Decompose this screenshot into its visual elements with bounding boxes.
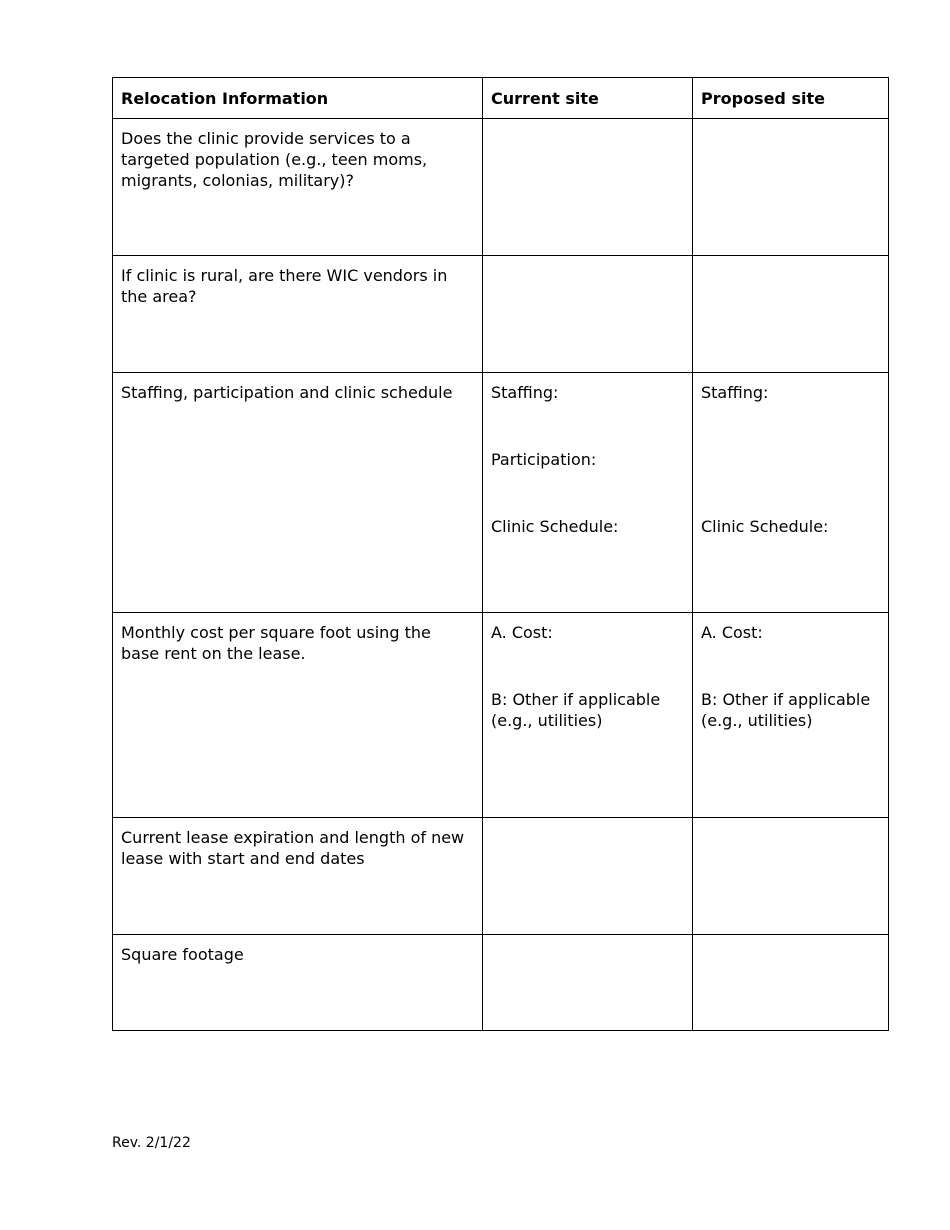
staffing-proposed-cell[interactable] [693,373,889,613]
proposed-staffing-label: Staffing: [701,383,769,402]
targeted-population-proposed-cell[interactable] [693,119,889,256]
table-row-targeted-population [113,119,889,256]
monthly-cost-proposed-cell[interactable] [693,613,889,818]
staffing-label: Staffing, participation and clinic schedule [113,373,483,613]
lease-proposed-cell[interactable] [693,818,889,935]
table-row-staffing [113,373,889,613]
targeted-population-label: Does the clinic provide services to a targeted population (e.g., teen moms, migrants, colonias, military)? [113,119,483,256]
monthly-cost-label: Monthly cost per square foot using the base rent on the lease. [113,613,483,818]
monthly-cost-current-cell[interactable] [483,613,693,818]
header-row [113,78,889,119]
table-row-square-footage [113,935,889,1031]
relocation-table [112,77,889,1031]
lease-label: Current lease expiration and length of new lease with start and end dates [113,818,483,935]
current-other-label: B: Other if applicable (e.g., utilities) [491,690,661,730]
current-staffing-label: Staffing: [491,383,559,402]
table-row-monthly-cost [113,613,889,818]
targeted-population-current-cell[interactable] [483,119,693,256]
square-footage-current-cell[interactable] [483,935,693,1031]
table-row-lease [113,818,889,935]
current-participation-label: Participation: [491,450,597,469]
header-relocation-information: Relocation Information [113,78,483,119]
table-row-wic-vendors [113,256,889,373]
header-proposed-site: Proposed site [693,78,889,119]
current-clinic-schedule-label: Clinic Schedule: [491,517,619,536]
current-cost-label: A. Cost: [491,623,553,642]
wic-vendors-current-cell[interactable] [483,256,693,373]
lease-current-cell[interactable] [483,818,693,935]
header-current-site: Current site [483,78,693,119]
wic-vendors-label: If clinic is rural, are there WIC vendors in the area? [113,256,483,373]
proposed-other-label: B: Other if applicable (e.g., utilities) [701,690,871,730]
staffing-current-cell[interactable] [483,373,693,613]
revision-footer: Rev. 2/1/22 [112,1135,191,1151]
wic-vendors-proposed-cell[interactable] [693,256,889,373]
square-footage-label: Square footage [113,935,483,1031]
square-footage-proposed-cell[interactable] [693,935,889,1031]
proposed-clinic-schedule-label: Clinic Schedule: [701,517,829,536]
proposed-cost-label: A. Cost: [701,623,763,642]
